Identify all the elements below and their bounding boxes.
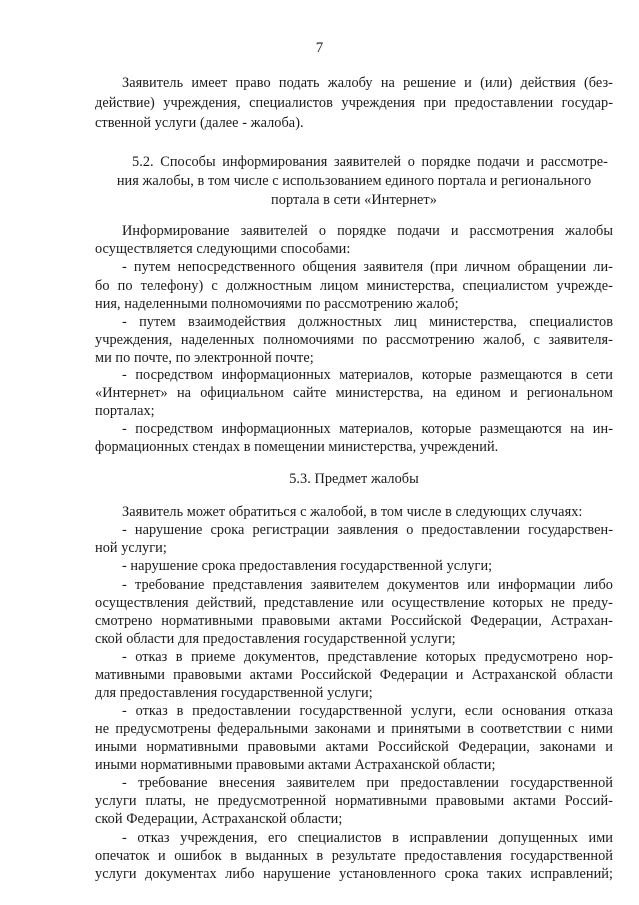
body-line: - путем непосредственного общения заявителя (при личном обращении ли- <box>122 259 613 275</box>
section-heading-line: ния жалобы, в том числе с использованием единого портала и регионального <box>116 173 592 189</box>
paragraph-line: действие) учреждения, специалистов учреждения при предоставлении государ- <box>95 95 613 111</box>
body-line: мативными правовыми актами Российской Федерации и Астраханской области <box>95 667 613 683</box>
page-number: 7 <box>315 40 324 56</box>
body-line: - посредством информационных материалов, которые размещаются в сети <box>122 367 613 383</box>
section-heading: 5.3. Предмет жалобы <box>289 471 419 487</box>
paragraph-line: ственной услуги (далее - жалоба). <box>95 115 304 131</box>
body-line: иными нормативными правовыми актами Астраханской области; <box>95 757 496 773</box>
body-line: ми по почте, по электронной почте; <box>95 350 314 366</box>
body-line: - отказ учреждения, его специалистов в исправлении допущенных ими <box>122 830 613 846</box>
paragraph-line: Заявитель имеет право подать жалобу на решение и (или) действия (без- <box>122 75 613 91</box>
body-line: бо по телефону) с должностным лицом министерства, специалистом учрежде- <box>95 278 613 294</box>
body-line: осуществления действий, представление или осуществление которых не преду- <box>95 595 613 611</box>
body-line: - посредством информационных материалов, которые размещаются на ин- <box>122 421 613 437</box>
body-line: ской области для предоставления государственной услуги; <box>95 631 456 647</box>
section-heading-line: 5.2. Способы информирования заявителей о порядке подачи и рассмотре- <box>132 154 608 170</box>
body-line: опечаток и ошибок в выданных в результате предоставления государственной <box>95 848 613 864</box>
body-line: - отказ в предоставлении государственной услуги, если основания отказа <box>122 703 613 719</box>
body-line: Заявитель может обратиться с жалобой, в том числе в следующих случаях: <box>122 504 583 520</box>
body-line: учреждения, наделенных полномочиями по рассмотрению жалоб, с заявителя- <box>95 332 613 348</box>
body-line: не предусмотрены федеральными законами и принятыми в соответствии с ними <box>95 721 613 737</box>
body-line: - нарушение срока предоставления государственной услуги; <box>122 558 493 574</box>
body-line: иными нормативными правовыми актами Российской Федерации, законами и <box>95 739 613 755</box>
body-line: ской Федерации, Астраханской области; <box>95 811 343 827</box>
body-line: - требование внесения заявителем при предоставлении государственной <box>122 775 613 791</box>
body-line: услуги документах либо нарушение установленного срока таких исправлений; <box>95 866 613 882</box>
body-line: смотрено нормативными правовыми актами Российской Федерации, Астрахан- <box>95 613 613 629</box>
body-line: ной услуги; <box>95 540 167 556</box>
body-line: - нарушение срока регистрации заявления о предоставлении государствен- <box>122 522 613 538</box>
body-line: - путем взаимодействия должностных лиц министерства, специалистов <box>122 314 613 330</box>
section-heading-line: портала в сети «Интернет» <box>271 192 437 208</box>
body-line: услуги платы, не предусмотренной нормативными правовыми актами Россий- <box>95 793 613 809</box>
body-line: ния, наделенными полномочиями по рассмотрению жалоб; <box>95 296 459 312</box>
body-line: осуществляется следующими способами: <box>95 241 351 257</box>
body-line: - отказ в приеме документов, представление которых предусмотрено нор- <box>122 649 613 665</box>
body-line: Информирование заявителей о порядке подачи и рассмотрения жалобы <box>122 223 613 239</box>
body-line: формационных стендах в помещении министерства, учреждений. <box>95 439 499 455</box>
body-line: для предоставления государственной услуги; <box>95 685 373 701</box>
body-line: - требование представления заявителем документов или информации либо <box>122 577 613 593</box>
body-line: «Интернет» на официальном сайте министерства, на едином и региональном <box>95 385 613 401</box>
body-line: порталах; <box>95 403 155 419</box>
